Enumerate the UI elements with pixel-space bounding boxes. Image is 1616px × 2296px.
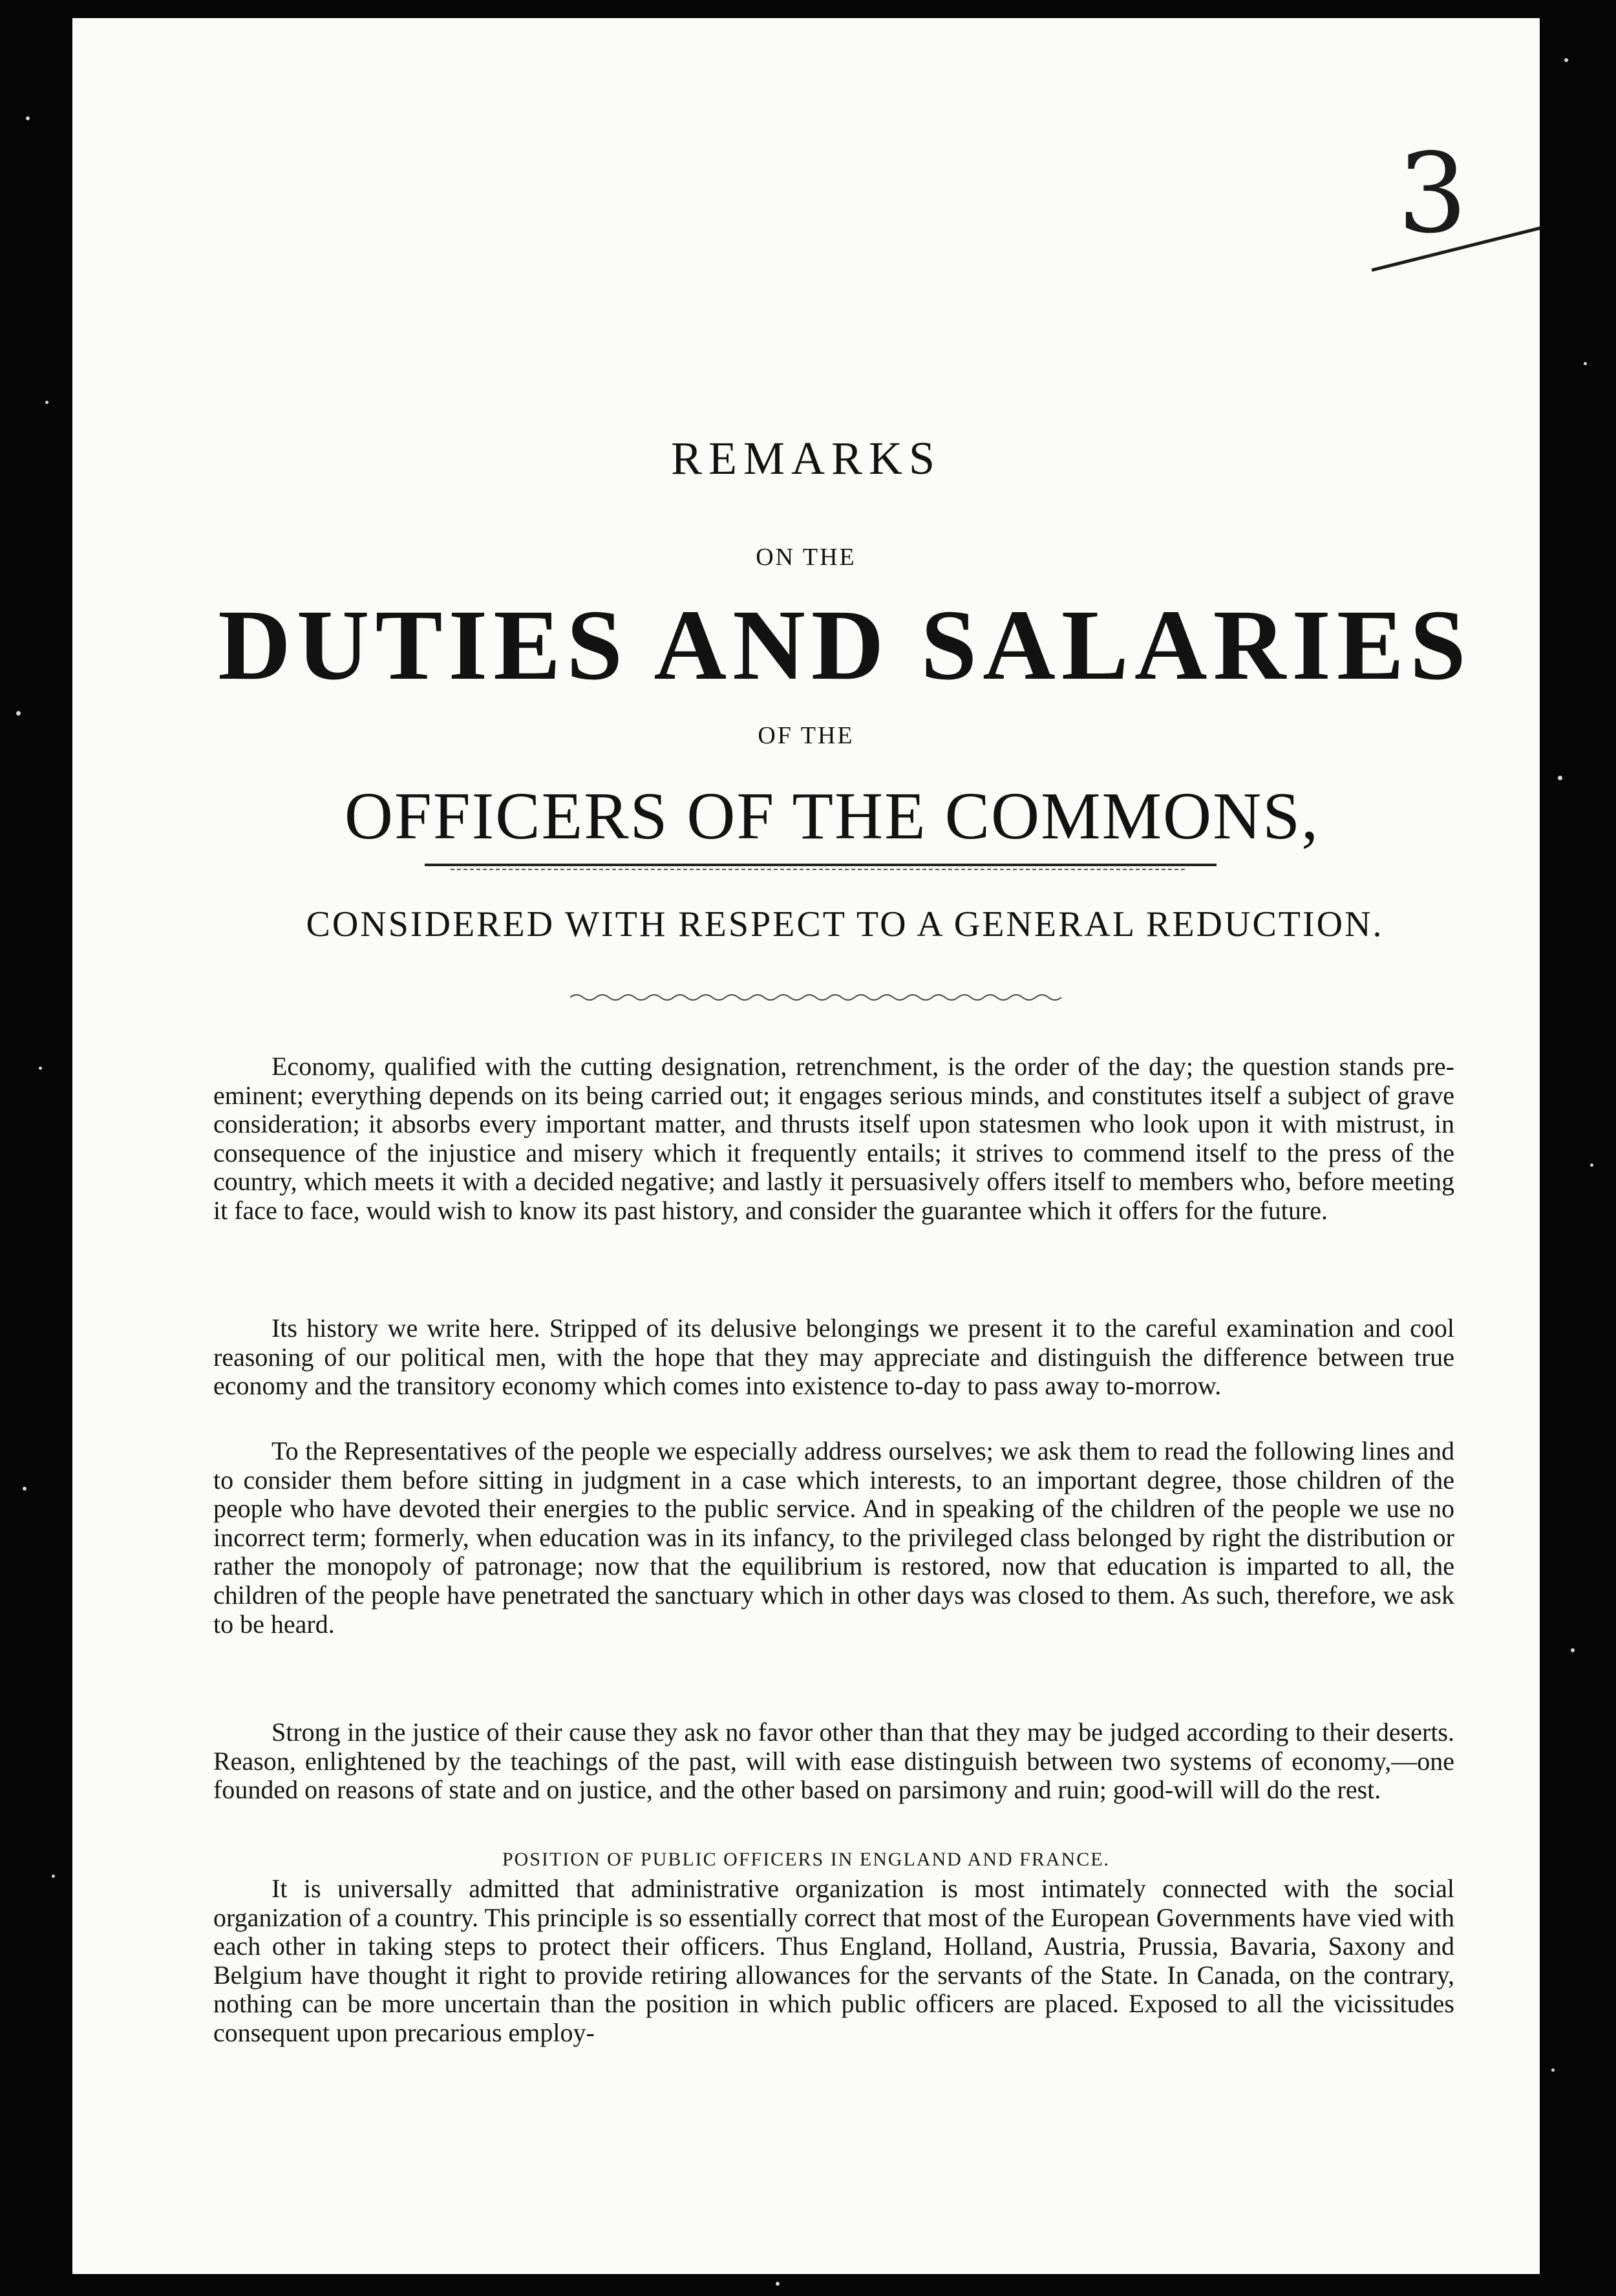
dust-speck (1590, 1164, 1593, 1167)
page-number-text: 3 (1398, 130, 1468, 258)
ornamental-divider (570, 991, 1068, 1004)
body-paragraph (213, 1875, 1454, 2048)
dust-speck (16, 711, 21, 716)
dust-speck (23, 1487, 27, 1491)
dust-speck (45, 401, 48, 404)
dust-speck (776, 2282, 780, 2286)
body-paragraph (213, 1718, 1454, 1805)
title-underline (425, 862, 1217, 873)
paragraph-text: Strong in the justice of their cause they ask no favor other than that they may be judged according to their deserts. Reason, enlightened by the teachings of the past, will with ease distinguish between two systems of economy,—one founded on reasons of state and on justice, and the other based on parsimony and ruin; good-will will do the rest. (213, 1717, 1454, 1805)
document-page (72, 18, 1540, 2274)
title-on-the: ON THE (756, 544, 856, 571)
dust-speck (1564, 58, 1568, 62)
dust-speck (1558, 776, 1562, 780)
paragraph-text: Its history we write here. Stripped of its delusive belongings we present it to the careful examination and cool reasoning of our political men, with the hope that they may appreciate and distinguish the difference between true economy and the transitory economy which comes into existence to-day to pass away to-morrow. (213, 1313, 1454, 1401)
title-officers-of-the-commons: OFFICERS OF THE COMMONS, (344, 779, 1320, 853)
handwritten-page-number (1372, 128, 1540, 303)
dust-speck (52, 1875, 55, 1878)
title-of-the: OF THE (758, 722, 855, 749)
body-paragraph (213, 1314, 1454, 1401)
paragraph-text: It is universally admitted that administrative organization is most intimately connected with the social organization of a country. This principle is so essentially correct that most of the European Governments have vied with each other in taking steps to protect their officers. Thus England, Holland, Austria, Prussia, Bavaria, Saxony and Belgium have thought it right to provide retiring allowances for the servants of the State. In Canada, on the contrary, nothing can be more uncertain than the position in which public officers are placed. Exposed to all the vicissitudes consequent upon precarious employ- (213, 1874, 1454, 2047)
title-subtitle: CONSIDERED WITH RESPECT TO A GENERAL REDUCTION. (306, 904, 1384, 944)
dust-speck (1584, 362, 1587, 365)
body-paragraph (213, 1437, 1454, 1639)
paragraph-text: To the Representatives of the people we especially address ourselves; we ask them to read the following lines and to consider them before sitting in judgment in a case which interests, to an important degree, those children of the people who have devoted their energies to the public service. And in speaking of the children of the people we use no incorrect term; formerly, when education was in its infancy, to the privileged class belonged by right the distribution or rather the monopoly of patronage; now that the equilibrium is restored, now that education is imparted to all, the children of the people have penetrated the sanctuary which in other days was closed to them. As such, therefore, we ask to be heard. (213, 1436, 1454, 1639)
body-paragraph (213, 1052, 1454, 1226)
dust-speck (26, 116, 30, 120)
dust-speck (1551, 2068, 1555, 2072)
dust-speck (1571, 1648, 1575, 1652)
title-remarks: REMARKS (670, 432, 942, 484)
title-duties-and-salaries: DUTIES AND SALARIES (218, 589, 1472, 701)
paragraph-text: Economy, qualified with the cutting designation, retrenchment, is the order of the day; the question stands pre-eminent; everything depends on its being carried out; it engages serious minds, and constitutes itself a subject of grave consideration; it absorbs every important matter, and thrusts itself upon statesmen who look upon it with mistrust, in consequence of the injustice and misery which it frequently entails; it strives to commend itself to the press of the country, which meets it with a decided negative; and lastly it persuasively offers itself to members who, before meeting it face to face, would wish to know its past history, and consider the guarantee which it offers for the future. (213, 1052, 1454, 1225)
dust-speck (39, 1067, 42, 1070)
section-heading: POSITION OF PUBLIC OFFICERS IN ENGLAND AND FRANCE. (502, 1849, 1111, 1870)
